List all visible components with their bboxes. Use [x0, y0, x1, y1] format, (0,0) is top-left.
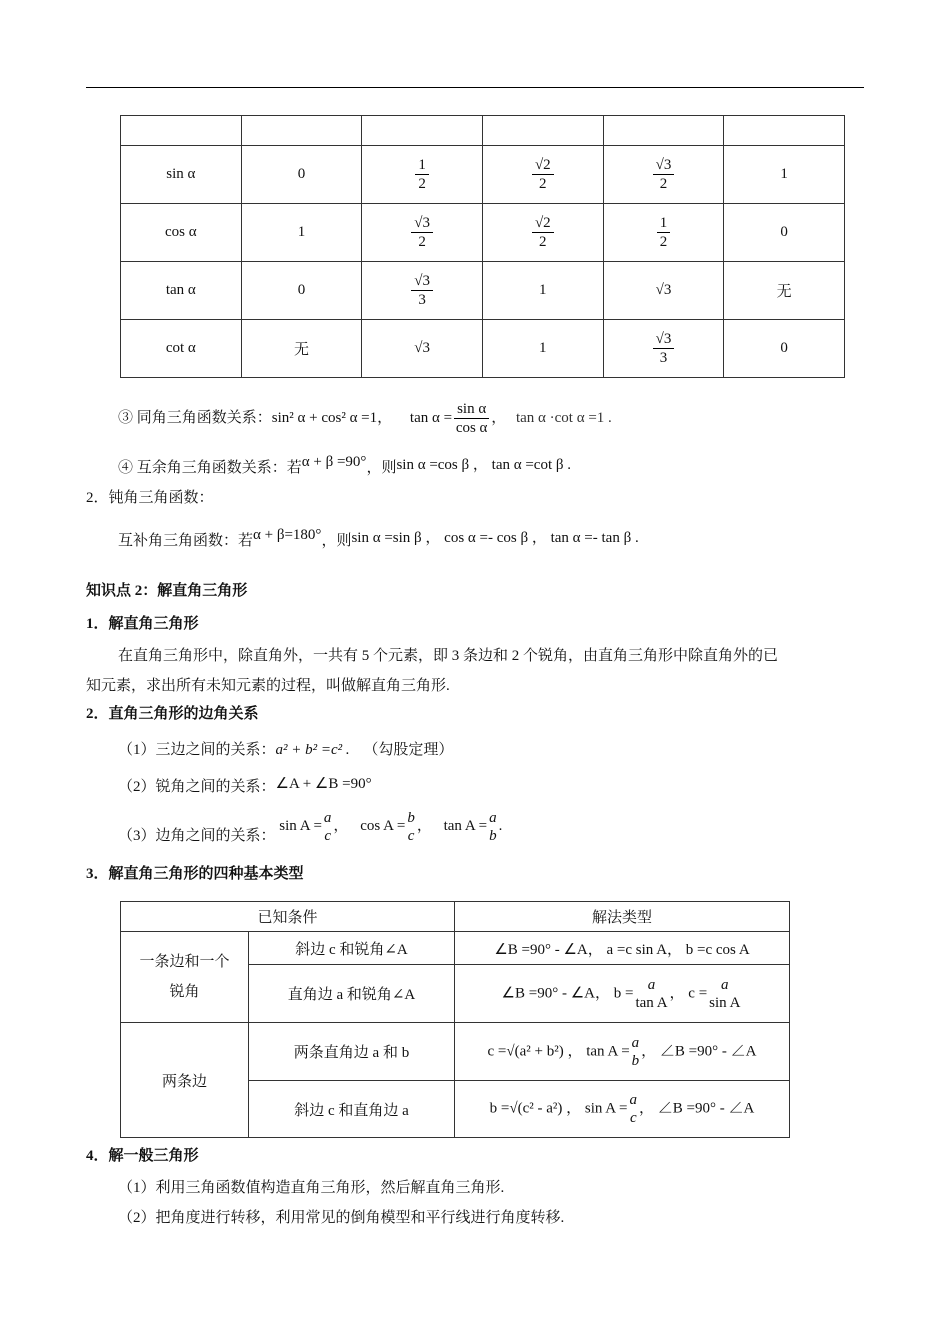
sep: ，: [491, 409, 507, 426]
denominator: c: [324, 827, 331, 844]
value-cell: [724, 320, 845, 378]
value-cell: [724, 146, 845, 204]
numerator: √2: [532, 156, 554, 175]
formula: sin α =sin β ， cos α =- cos β ， tan α =- tan β .: [351, 530, 639, 546]
fraction: [653, 330, 675, 367]
fraction: [653, 156, 675, 193]
value: 无: [293, 342, 309, 358]
table-header-row: [121, 116, 845, 146]
numerator: √3: [653, 330, 675, 349]
value: 1: [297, 224, 306, 240]
paragraph-line: 知元素，求出所有未知元素的过程，叫做解直角三角形.: [86, 678, 450, 694]
label: （2）锐角之间的关系：: [118, 779, 276, 795]
formula: tan A =: [443, 818, 488, 834]
formula: tan α =: [409, 409, 453, 426]
denominator: 2: [418, 176, 426, 192]
formula: sin α =cos β ， tan α =cot β .: [396, 457, 572, 473]
denominator: tan A: [635, 994, 668, 1011]
numerator: √3: [653, 156, 675, 175]
fraction: [635, 976, 667, 1012]
function-label: cos α: [121, 204, 242, 262]
fraction: [632, 1034, 640, 1070]
function-label: cot α: [121, 320, 242, 378]
header-cell: [362, 116, 483, 146]
header-cell: [482, 116, 603, 146]
formula: ， ∠B =90° - ∠A: [641, 1042, 757, 1059]
condition-cell: 两条直角边 a 和 b: [249, 1023, 455, 1081]
denominator: 2: [539, 234, 547, 250]
label: ④ 互余角三角函数关系：若: [118, 460, 302, 476]
fraction: [324, 809, 332, 845]
denominator: 3: [659, 350, 668, 366]
denominator: b: [489, 827, 497, 844]
subsection-heading: 2．直角三角形的边角关系: [86, 706, 259, 722]
value-cell: [241, 262, 362, 320]
fraction: [657, 214, 671, 251]
value: 1: [539, 340, 547, 356]
value-cell: [362, 262, 483, 320]
fraction: [532, 214, 554, 251]
numerator: 1: [657, 214, 671, 233]
label: （1）三边之间的关系：: [118, 742, 276, 758]
condition-cell: 直角边 a 和锐角∠A: [249, 965, 455, 1023]
same-angle-relation: [118, 400, 612, 437]
obtuse-heading: 2．钝角三角函数：: [86, 490, 214, 506]
header-cell: 解法类型: [454, 902, 789, 932]
denominator: 2: [659, 234, 668, 250]
value-cell: [482, 204, 603, 262]
formula: sin A =: [279, 818, 322, 834]
numerator: a: [629, 1092, 638, 1108]
value-cell: [724, 204, 845, 262]
function-label: sin α: [121, 146, 242, 204]
header-cell: 已知条件: [121, 902, 455, 932]
formula: ， c =: [669, 984, 708, 1001]
angles-relation: [118, 774, 372, 797]
table-row: [121, 146, 845, 204]
denominator: 2: [418, 234, 426, 250]
formula: ∠A + ∠B =90°: [275, 776, 372, 792]
side-angle-relation: [118, 808, 502, 854]
value-cell: [241, 204, 362, 262]
denominator: 2: [539, 176, 547, 192]
fraction: [709, 976, 740, 1012]
condition: α + β =90°: [301, 454, 367, 470]
header-cell: [241, 116, 362, 146]
supplementary-relation: [118, 525, 639, 551]
subsection-heading: 3．解直角三角形的四种基本类型: [86, 866, 304, 882]
fraction: [415, 156, 429, 193]
denominator: sin A: [709, 994, 741, 1011]
value: √3: [655, 282, 672, 298]
subsection-heading: 1．解直角三角形: [86, 616, 199, 632]
section-heading: 知识点 2：解直角三角形: [86, 583, 248, 599]
function-label: tan α: [121, 262, 242, 320]
numerator: √2: [532, 214, 554, 233]
list-item: （1）利用三角函数值构造直角三角形，然后解直角三角形.: [118, 1180, 505, 1196]
formula: tan α ·cot α =1 .: [515, 409, 612, 426]
value-cell: [603, 146, 724, 204]
solution-cell: [454, 965, 789, 1023]
formula: ∠B =90° - ∠A， b =: [501, 984, 634, 1001]
header-cell: [724, 116, 845, 146]
paragraph-line: 在直角三角形中，除直角外，一共有 5 个元素，即 3 条边和 2 个锐角，由直角三角形中除直角外的已: [118, 648, 779, 664]
numerator: sin α: [454, 400, 489, 419]
formula: ， ∠B =90° - ∠A: [639, 1100, 755, 1117]
value-cell: [362, 320, 483, 378]
solution-cell: [454, 1081, 789, 1138]
table-row: [121, 320, 845, 378]
solution-cell: ∠B =90° - ∠A， a =c sin A， b =c cos A: [454, 932, 789, 965]
group-cell: 一条边和一个锐角: [121, 932, 249, 1023]
numerator: a: [489, 809, 497, 826]
list-item: （2）把角度进行转移，利用常见的倒角模型和平行线进行角度转移.: [118, 1210, 565, 1226]
value-cell: [603, 262, 724, 320]
formula: b =√(c² - a²) ， sin A =: [489, 1100, 628, 1117]
fraction: [411, 214, 433, 251]
denominator: b: [631, 1052, 640, 1069]
value: 无: [776, 284, 792, 300]
value: 0: [780, 224, 788, 240]
value-cell: [362, 204, 483, 262]
fraction: [630, 1091, 638, 1127]
denominator: c: [407, 827, 415, 844]
label: ③ 同角三角函数关系：: [118, 409, 272, 426]
table-row: [121, 204, 845, 262]
numerator: a: [647, 976, 656, 993]
header-cell: [121, 116, 242, 146]
sides-relation: [118, 740, 453, 760]
denominator: c: [629, 1110, 637, 1126]
table-row: [121, 262, 845, 320]
label: 互补角三角函数：若: [118, 533, 254, 549]
fraction: [532, 156, 554, 193]
value: 0: [297, 166, 306, 182]
value-cell: [724, 262, 845, 320]
denominator: 3: [418, 292, 426, 308]
value-cell: [482, 146, 603, 204]
value: 1: [539, 282, 547, 298]
fraction: [411, 272, 433, 309]
numerator: a: [631, 1034, 640, 1051]
label: ，则: [321, 533, 352, 549]
numerator: a: [721, 976, 729, 993]
note: （勾股定理）: [363, 742, 454, 758]
label: （3）边角之间的关系：: [118, 828, 276, 844]
subsection-heading: 4．解一般三角形: [86, 1148, 199, 1164]
value: 0: [297, 282, 306, 298]
trig-values-table: [120, 115, 845, 378]
formula: c =√(a² + b²) ， tan A =: [487, 1042, 630, 1059]
value: 1: [780, 166, 788, 182]
complementary-relation: [118, 452, 571, 478]
header-rule: [86, 87, 864, 88]
sep: ，: [333, 818, 349, 834]
formula: sin² α + cos² α =1，: [271, 409, 393, 426]
value-cell: [241, 320, 362, 378]
value-cell: [362, 146, 483, 204]
numerator: a: [323, 809, 332, 826]
denominator: 2: [659, 176, 668, 192]
numerator: √3: [411, 214, 433, 233]
condition-cell: 斜边 c 和直角边 a: [249, 1081, 455, 1138]
value: √3: [414, 340, 430, 356]
fraction: [489, 809, 497, 845]
value-cell: [482, 320, 603, 378]
sep: ，: [416, 818, 432, 834]
value-cell: [603, 320, 724, 378]
condition-cell: 斜边 c 和锐角∠A: [249, 932, 455, 965]
solution-types-table: [120, 901, 790, 1138]
formula: a² + b² =c² .: [275, 742, 350, 758]
value-cell: [482, 262, 603, 320]
numerator: b: [407, 809, 415, 826]
fraction: [454, 400, 489, 437]
solution-cell: [454, 1023, 789, 1081]
formula: cos A =: [360, 818, 406, 834]
numerator: √3: [411, 272, 433, 291]
value-cell: [241, 146, 362, 204]
condition: α + β=180°: [253, 527, 322, 543]
group-cell: 两条边: [121, 1023, 249, 1138]
label: ，则: [366, 460, 397, 476]
value-cell: [603, 204, 724, 262]
header-cell: [603, 116, 724, 146]
sep: .: [498, 818, 503, 834]
value: 0: [780, 340, 788, 356]
denominator: cos α: [455, 420, 488, 436]
numerator: 1: [415, 156, 429, 175]
fraction: [407, 809, 415, 845]
